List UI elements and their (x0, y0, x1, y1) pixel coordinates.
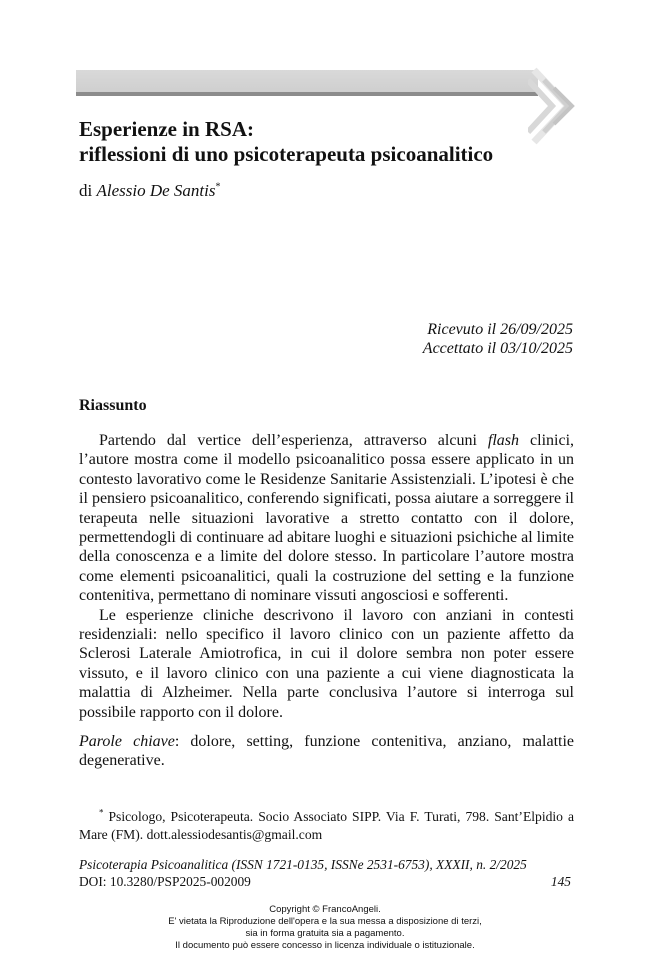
received-date: Ricevuto il 26/09/2025 (427, 321, 573, 338)
abstract-body (79, 431, 574, 722)
footnote-text: Psicologo, Psicoterapeuta. Socio Associato SIPP. Via F. Turati, 798. Sant’Elpidio a Mare (FM). dott.alessiodesantis@gmail.com (79, 809, 574, 842)
author-prefix: di (79, 181, 93, 200)
title-line-2: riflessioni di uno psicoterapeuta psicoanalitico (79, 142, 494, 166)
keywords-text: : dolore, setting, funzione contenitiva, anziano, malattie degenerative. (79, 733, 575, 770)
header-band (76, 70, 538, 92)
abstract-paragraph-2: Le esperienze cliniche descrivono il lavoro con anziani in contesti residenziali: nello specifico il lavoro clinico con un paziente affetto da Sclerosi Laterale Amiotrofica, in cui il dolore sembra non poter essere vissuto, e il lavoro clinico con una paziente a cui viene diagnosticata la malattia di Alzheimer. Nella parte conclusiva l’autore si interroga sul possibile rapporto con il dolore. (79, 606, 574, 721)
copyright-line-1: Copyright © FrancoAngeli. (269, 904, 381, 915)
author-line (79, 180, 220, 202)
abstract-paragraph-1 (79, 431, 574, 606)
copyright-line-2: E' vietata la Riproduzione dell'opera e la sua messa a disposizione di terzi, (168, 916, 482, 927)
abstract-p1-emphasis: flash (487, 432, 520, 449)
keywords-label: Parole chiave (79, 733, 175, 750)
submission-dates (423, 320, 573, 358)
copyright-notice (0, 904, 650, 952)
title-line-1: Esperienze in RSA: (79, 117, 254, 141)
doi: DOI: 10.3280/PSP2025-002009 (79, 874, 251, 889)
doi-row (79, 873, 574, 890)
abstract-p1-rest: clinici, l’autore mostra come il modello psicoanalitico possa essere applicato in un contesto lavorativo come le Residenze Sanitarie Assistenziali. L’ipotesi è che il pensiero psicoanalitico, conferendo significati, possa aiutare a sorreggere il terapeuta nelle situazioni lavorative a stretto contatto con il dolore, permettendogli di continuare ad abitare luoghi e situazioni psichiche al limite della conoscenza e a limite del dolore stesso. In particolare l’autore mostra come elementi psicoanalitici, quali la costruzione del setting e la funzione contenitiva, permettano di nominare vissuti angosciosi e sofferenti. (79, 432, 575, 605)
page-number: 145 (550, 874, 571, 889)
copyright-line-4: Il documento può essere concesso in licenza individuale o istituzionale. (175, 940, 475, 951)
keywords (79, 732, 574, 771)
author-footnote (79, 808, 574, 843)
footnote-mark: * (99, 807, 104, 818)
author-name: Alessio De Santis (96, 181, 216, 200)
abstract-p1-start: Partendo dal vertice dell’esperienza, attraverso alcuni (99, 432, 477, 449)
author-footnote-mark: * (215, 181, 221, 193)
abstract-heading: Riassunto (79, 397, 147, 414)
accepted-date: Accettato il 03/10/2025 (422, 340, 573, 357)
article-title (79, 117, 579, 167)
copyright-line-3: sia in forma gratuita sia a pagamento. (245, 928, 405, 939)
journal-citation: Psicoterapia Psicoanalitica (ISSN 1721-0135, ISSNe 2531-6753), XXXII, n. 2/2025 (79, 857, 527, 872)
header-rule (76, 92, 538, 96)
